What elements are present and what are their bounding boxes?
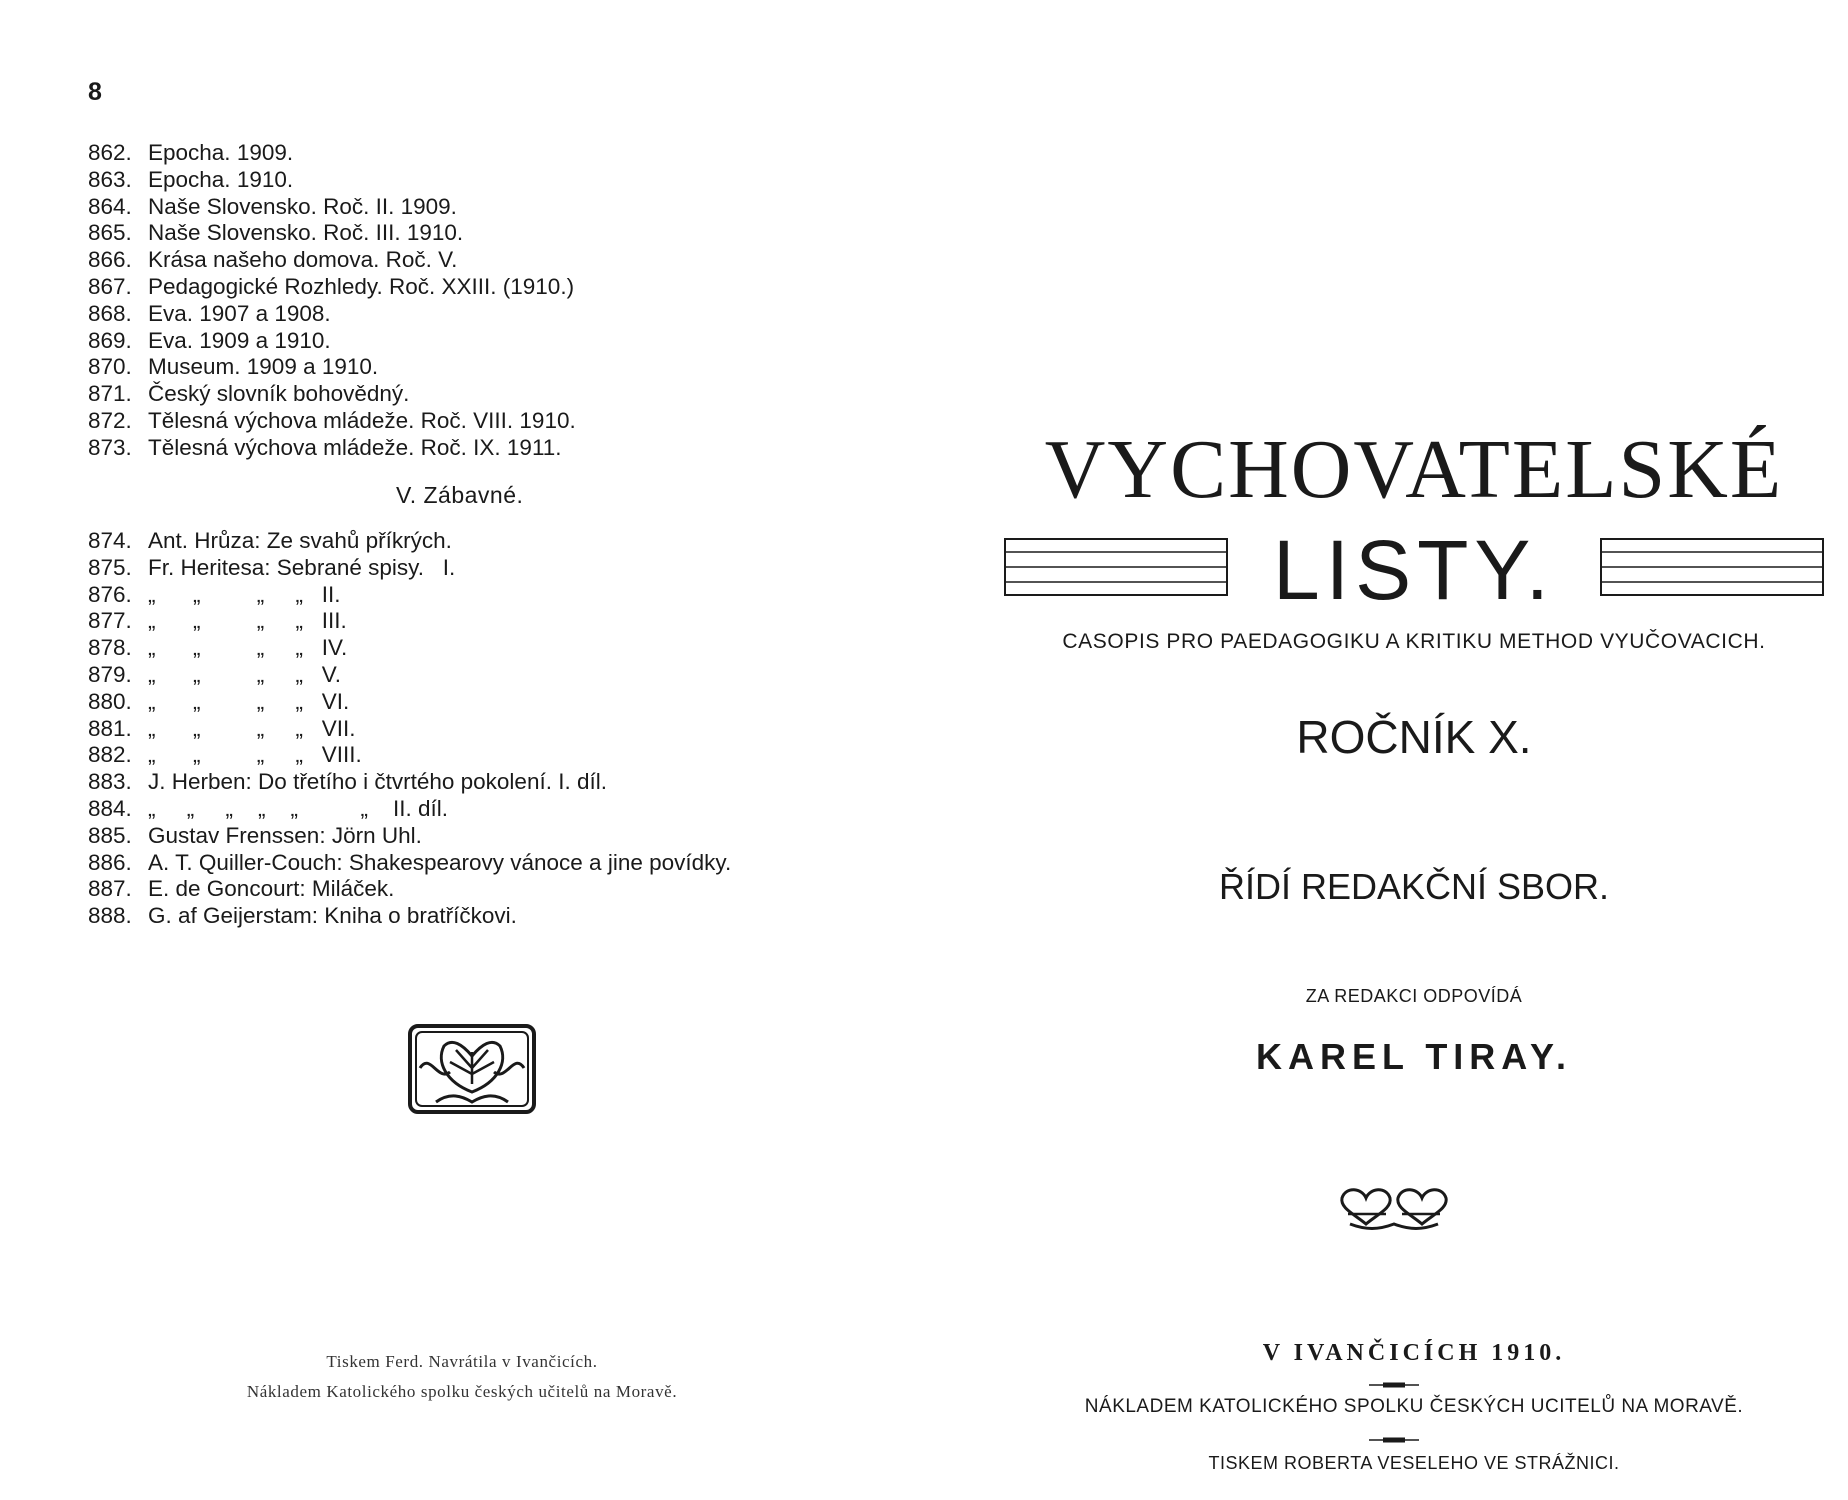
- entry-number: 868.: [88, 300, 132, 326]
- entry-title: Eva. 1907 a 1908.: [148, 300, 331, 326]
- catalog-entry: [88, 194, 576, 221]
- entry-number: 882.: [88, 742, 132, 768]
- catalog-entry: [88, 769, 731, 796]
- place-and-year: V IVANČICÍCH 1910.: [1262, 1340, 1566, 1366]
- entry-number: 871.: [88, 381, 132, 407]
- entry-title: Gustav Frenssen: Jörn Uhl.: [148, 822, 422, 848]
- entry-number: 870.: [88, 354, 132, 380]
- catalog-entry: [88, 689, 731, 716]
- journal-title: VYCHOVATELSKÉ: [1044, 423, 1784, 516]
- entry-title: A. T. Quiller-Couch: Shakespearovy vánoce a jine povídky.: [148, 849, 732, 875]
- catalog-entry: [88, 796, 731, 823]
- entry-number: 867.: [88, 273, 132, 299]
- entry-title: „ „ „ „ V.: [148, 661, 341, 687]
- entry-number: 881.: [88, 715, 132, 741]
- dash-ornament-1: [1369, 1381, 1419, 1389]
- entry-number: 874.: [88, 528, 132, 553]
- entry-number: 877.: [88, 608, 132, 634]
- palmette-ornament-icon: [406, 1022, 538, 1116]
- entry-number: 879.: [88, 661, 132, 687]
- catalog-entry: [88, 876, 731, 903]
- entry-title: Český slovník bohovědný.: [148, 381, 410, 407]
- entry-title: „ „ „ „ II.: [148, 581, 341, 607]
- entry-number: 883.: [88, 769, 132, 795]
- catalog-entry: [88, 635, 731, 662]
- printer-line: TISKEM ROBERTA VESELEHO VE STRÁŽNICI.: [1208, 1453, 1620, 1473]
- section-heading: V. Zábavné.: [396, 482, 524, 508]
- editorial-board-label: ŘÍDÍ REDAKČNÍ SBOR.: [1218, 866, 1610, 907]
- catalog-entry: [88, 140, 576, 167]
- catalog-entry: [88, 301, 576, 328]
- dash-ornament-2: [1369, 1436, 1419, 1444]
- entry-title: Eva. 1909 a 1910.: [148, 327, 331, 353]
- entry-title: Naše Slovensko. Roč. III. 1910.: [148, 220, 464, 246]
- catalog-entry: [88, 850, 731, 877]
- catalog-entry: [88, 247, 576, 274]
- journal-title-row: [1004, 520, 1824, 620]
- catalog-entry: [88, 435, 576, 462]
- entry-number: 872.: [88, 407, 132, 433]
- catalog-entry: [88, 555, 731, 582]
- double-heart-ornament-icon: [1336, 1184, 1452, 1232]
- entry-title: Epocha. 1909.: [148, 140, 294, 165]
- entry-title: „ „ „ „ III.: [148, 608, 347, 634]
- publisher-line: NÁKLADEM KATOLICKÉHO SPOLKU ČESKÝCH UCITELŮ NA MORAVĚ.: [1084, 1396, 1744, 1417]
- entry-number: 865.: [88, 220, 132, 246]
- entry-title: „ „ „ „ IV.: [148, 635, 348, 661]
- decorative-rules-right: [1600, 538, 1824, 596]
- catalog-entry: [88, 823, 731, 850]
- entry-title: Epocha. 1910.: [148, 166, 294, 192]
- entry-title: Museum. 1909 a 1910.: [148, 354, 379, 380]
- journal-subtitle: CASOPIS PRO PAEDAGOGIKU A KRITIKU METHOD VYUČOVACICH.: [1062, 630, 1766, 653]
- entry-title: „ „ „ „ VIII.: [148, 742, 362, 768]
- entry-number: 876.: [88, 581, 132, 607]
- entry-title: Tělesná výchova mládeže. Roč. VIII. 1910.: [148, 407, 576, 433]
- entry-title: Tělesná výchova mládeže. Roč. IX. 1911.: [148, 434, 562, 460]
- entry-number: 875.: [88, 554, 132, 580]
- catalog-list-part1: [88, 140, 576, 462]
- journal-title-second-line: LISTY.: [1273, 523, 1555, 617]
- volume-label: ROČNÍK X.: [1296, 711, 1532, 763]
- catalog-entry: [88, 582, 731, 609]
- entry-number: 885.: [88, 822, 132, 848]
- entry-title: Ant. Hrůza: Ze svahů příkrých.: [148, 528, 452, 553]
- entry-title: Naše Slovensko. Roč. II. 1909.: [148, 193, 457, 219]
- entry-number: 880.: [88, 688, 132, 714]
- entry-number: 873.: [88, 434, 132, 460]
- catalog-entry: [88, 274, 576, 301]
- page-number: 8: [88, 78, 102, 106]
- entry-title: „ „ „ „ VII.: [148, 715, 356, 741]
- entry-number: 878.: [88, 635, 132, 661]
- catalog-entry: [88, 354, 576, 381]
- responsible-editor-label: ZA REDAKCI ODPOVÍDÁ: [1305, 986, 1523, 1006]
- entry-title: G. af Geijerstam: Kniha o bratříčkovi.: [148, 903, 517, 929]
- left-footer-printer: Tiskem Ferd. Navrátila v Ivančicích.: [326, 1352, 598, 1371]
- entry-number: 869.: [88, 327, 132, 353]
- catalog-entry: [88, 220, 576, 247]
- editor-name: KAREL TIRAY.: [1255, 1036, 1573, 1077]
- catalog-entry: [88, 408, 576, 435]
- entry-number: 862.: [88, 140, 132, 165]
- entry-number: 863.: [88, 166, 132, 192]
- entry-title: „ „ „ „ VI.: [148, 688, 350, 714]
- catalog-entry: [88, 381, 576, 408]
- catalog-list-part2: [88, 528, 731, 930]
- entry-title: E. de Goncourt: Miláček.: [148, 876, 395, 902]
- entry-title: Pedagogické Rozhledy. Roč. XXIII. (1910.): [148, 273, 575, 299]
- entry-number: 888.: [88, 903, 132, 929]
- entry-number: 884.: [88, 795, 132, 821]
- catalog-entry: [88, 742, 731, 769]
- catalog-entry: [88, 716, 731, 743]
- entry-title: Krása našeho domova. Roč. V.: [148, 247, 458, 273]
- left-footer-publisher: Nákladem Katolického spolku českých učitelů na Moravě.: [246, 1382, 678, 1401]
- catalog-entry: [88, 903, 731, 930]
- catalog-entry: [88, 167, 576, 194]
- entry-number: 864.: [88, 193, 132, 219]
- entry-title: „ „ „ „ „ „ II. díl.: [148, 795, 449, 821]
- catalog-entry: [88, 608, 731, 635]
- catalog-entry: [88, 662, 731, 689]
- entry-title: J. Herben: Do třetího i čtvrtého pokolení. I. díl.: [148, 769, 607, 795]
- catalog-entry: [88, 328, 576, 355]
- entry-number: 866.: [88, 247, 132, 273]
- entry-number: 886.: [88, 849, 132, 875]
- entry-number: 887.: [88, 876, 132, 902]
- catalog-entry: [88, 528, 731, 555]
- right-page: [924, 0, 1848, 1500]
- entry-title: Fr. Heritesa: Sebrané spisy. I.: [148, 554, 456, 580]
